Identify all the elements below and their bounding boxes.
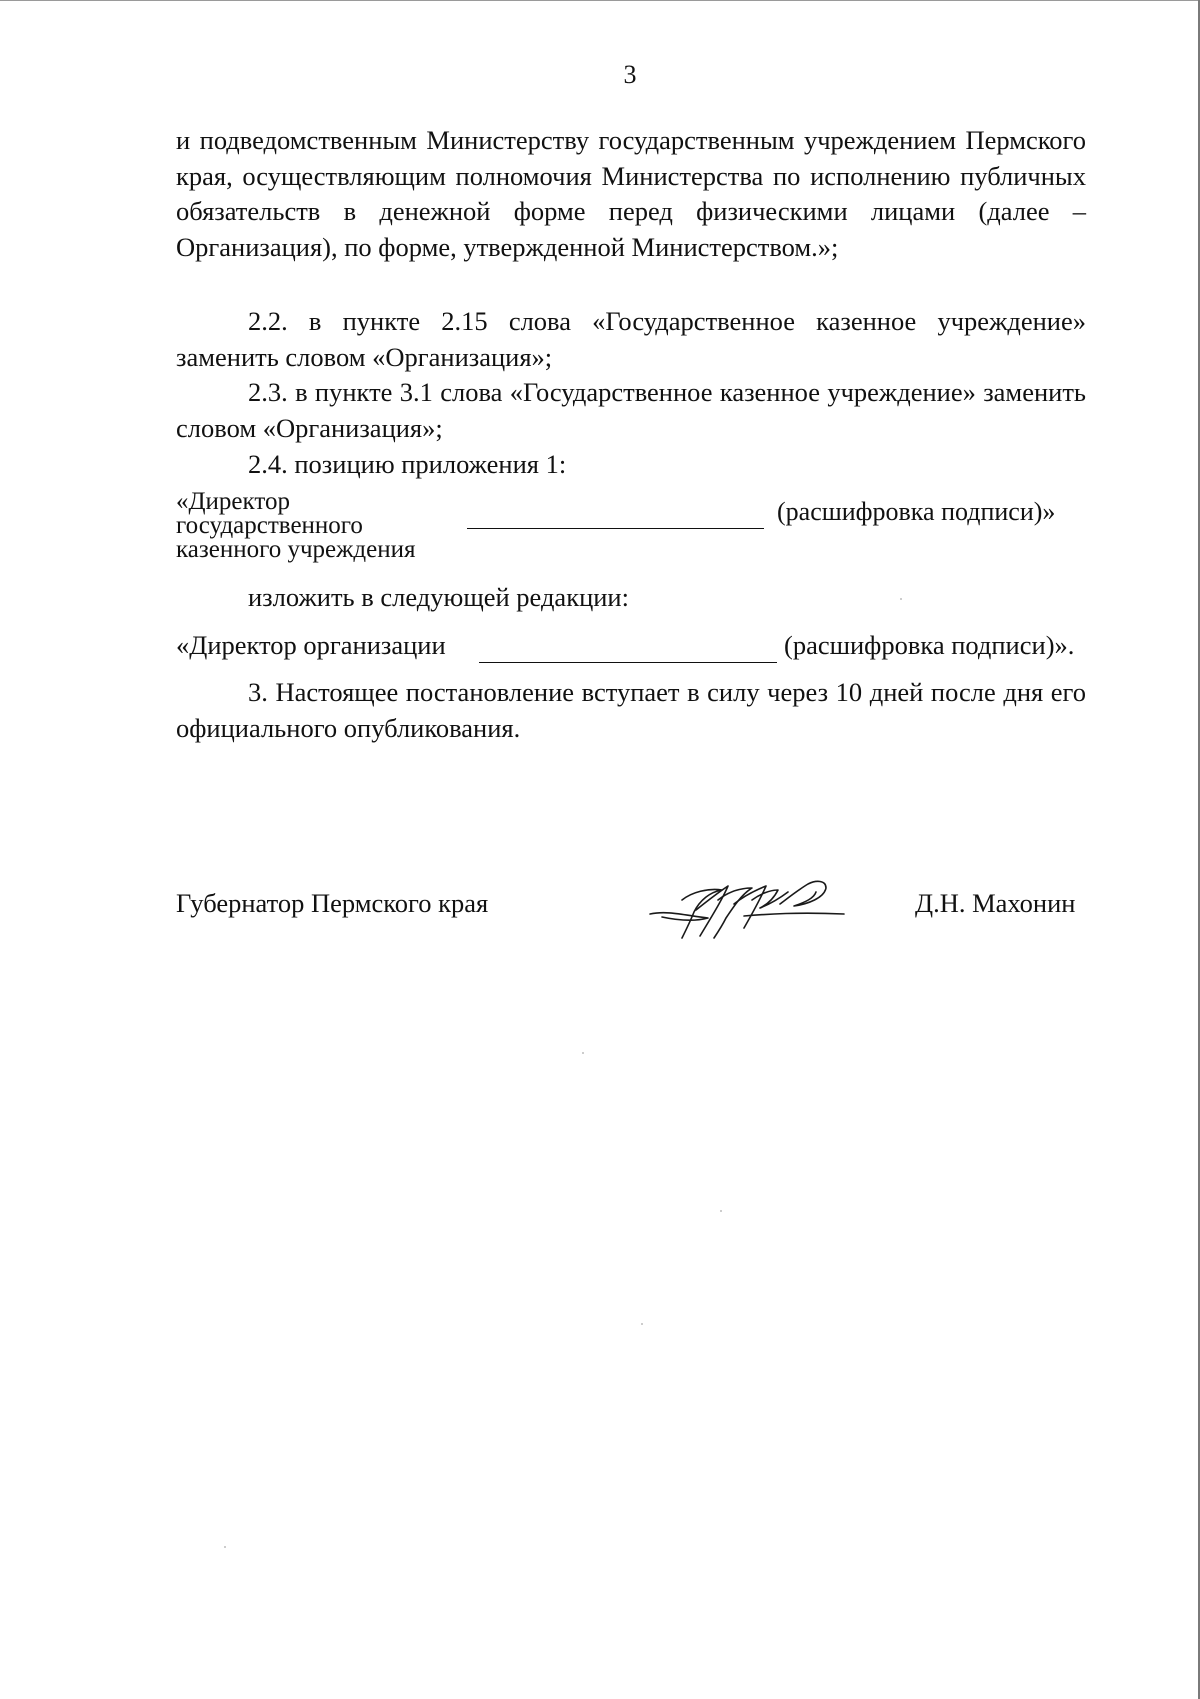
paragraph-text: 2.4. позицию приложения 1:: [248, 449, 567, 479]
paragraph-text: 2.3. в пункте 3.1 слова «Государственное казенное учреждение» заменить словом «Организация»;: [176, 377, 1086, 443]
scan-speck: [720, 1210, 722, 1212]
paragraph-text: 3. Настоящее постановление вступает в силу через 10 дней после дня его официального опубликования.: [176, 677, 1086, 743]
paragraph-2-3: [176, 375, 1086, 446]
old-title-line: казенного учреждения: [176, 536, 416, 563]
old-title-line: государственного: [176, 512, 363, 539]
paragraph-2-2: [176, 304, 1086, 375]
handwritten-signature: [648, 870, 848, 942]
scan-speck: [641, 1323, 643, 1325]
page-edge-top: [0, 0, 1200, 1]
paragraph-2-4: [176, 447, 1086, 483]
paragraph-3: [176, 675, 1086, 746]
governor-name: Д.Н. Махонин: [915, 888, 1076, 918]
new-signature-decode: (расшифровка подписи)».: [784, 630, 1075, 660]
old-position-title: [176, 490, 466, 562]
new-signature-blank: [479, 662, 777, 663]
old-signature-decode: (расшифровка подписи)»: [777, 497, 1056, 526]
old-signature-blank: [467, 528, 764, 529]
paragraph-continuation: [176, 123, 1086, 265]
paragraph-new-wording: изложить в следующей редакции:: [248, 582, 629, 612]
scan-speck: [582, 1052, 584, 1054]
paragraph-text: 2.2. в пункте 2.15 слова «Государственное казенное учреждение» заменить словом «Организация»;: [176, 306, 1086, 372]
scan-speck: [224, 1546, 226, 1548]
page-number: 3: [623, 60, 637, 89]
scan-speck: [900, 598, 902, 600]
old-title-line: «Директор: [176, 488, 290, 515]
governor-title: Губернатор Пермского края: [176, 888, 489, 918]
paragraph-text: и подведомственным Министерству государственным учреждением Пермского края, осуществляющим полномочия Министерства по исполнению публичных обязательств в денежной форме перед физическими лицами (далее – Организация), по форме, утвержденной Министерством.»;: [176, 125, 1086, 262]
new-position-title: «Директор организации: [176, 630, 446, 660]
